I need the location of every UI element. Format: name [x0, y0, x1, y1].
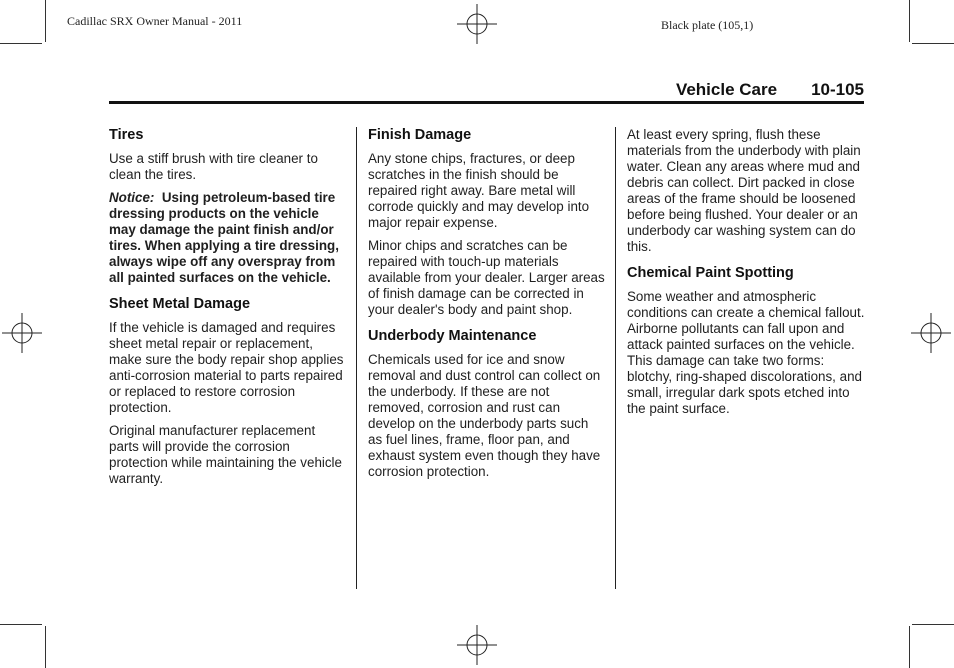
chemical-paint-heading: Chemical Paint Spotting: [627, 265, 794, 281]
registration-mark-left-icon: [2, 313, 42, 353]
column-1: [109, 127, 345, 494]
column-2: [368, 127, 606, 487]
registration-mark-right-icon: [911, 313, 951, 353]
page-number: 10-105: [811, 80, 864, 99]
notice-label: Notice:: [109, 190, 155, 205]
crop-mark-bottom-left-v: [45, 626, 46, 668]
tires-heading: Tires: [109, 127, 144, 143]
sheet-metal-paragraph-1: If the vehicle is damaged and requires sheet metal repair or replacement, make sure the body repair shop applies anti-corrosion material to parts repaired or replaced to restore corrosion protection.: [109, 320, 344, 415]
header-rule: [109, 101, 864, 104]
underbody-heading: Underbody Maintenance: [368, 328, 537, 344]
notice-text: Using petroleum-based tire dressing products on the vehicle may damage the paint finish and/or tires. When applying a tire dressing, always wipe off any overspray from all painted surfaces on the vehicle.: [109, 190, 339, 285]
finish-damage-paragraph-2: Minor chips and scratches can be repaired with touch-up materials available from your dealer. Larger areas of finish damage can be corrected in your dealer's body and paint shop.: [368, 238, 605, 317]
section-title: Vehicle Care: [675, 80, 778, 99]
underbody-paragraph-2: At least every spring, flush these materials from the underbody with plain water. Clean any areas where mud and debris can collect. Dirt packed in close areas of the frame should be loosened before being flushed. Your dealer or an underbody car washing system can do this.: [627, 127, 861, 254]
registration-mark-top-icon: [457, 4, 497, 44]
notice-paragraph: [109, 190, 345, 286]
print-meta-right: Black plate (105,1): [661, 18, 754, 32]
underbody-paragraph-1: Chemicals used for ice and snow removal and dust control can collect on the underbody. If these are not removed, corrosion and rust can develop on the underbody parts such as fuel lines, frame, floor pan, and exhaust system even though they have corrosion protection.: [368, 352, 601, 479]
column-3: [627, 127, 867, 424]
crop-mark-top-left-v: [45, 0, 46, 42]
crop-mark-bottom-left-h: [0, 624, 42, 625]
crop-mark-top-right-v: [909, 0, 910, 42]
tires-paragraph: Use a stiff brush with tire cleaner to clean the tires.: [109, 151, 318, 182]
finish-damage-heading: Finish Damage: [368, 127, 472, 143]
crop-mark-top-left-h: [0, 43, 42, 44]
finish-damage-paragraph-1: Any stone chips, fractures, or deep scratches in the finish should be repaired right away. Bare metal will corrode quickly and may develop into major repair expense.: [368, 151, 590, 230]
column-divider: [356, 127, 357, 589]
column-divider: [615, 127, 616, 589]
sheet-metal-paragraph-2: Original manufacturer replacement parts will provide the corrosion protection while maintaining the vehicle warranty.: [109, 423, 342, 486]
crop-mark-top-right-h: [912, 43, 954, 44]
chemical-paint-paragraph: Some weather and atmospheric conditions can create a chemical fallout. Airborne pollutants can fall upon and attack painted surfaces on the vehicle. This damage can take two forms: blotchy, ring-shaped discolorations, and small, irregular dark spots etched into the paint surface.: [627, 289, 865, 416]
registration-mark-bottom-icon: [457, 625, 497, 665]
print-meta-left: Cadillac SRX Owner Manual - 2011: [67, 14, 243, 28]
crop-mark-bottom-right-v: [909, 626, 910, 668]
crop-mark-bottom-right-h: [912, 624, 954, 625]
sheet-metal-heading: Sheet Metal Damage: [109, 296, 251, 312]
page-header: [109, 80, 864, 102]
